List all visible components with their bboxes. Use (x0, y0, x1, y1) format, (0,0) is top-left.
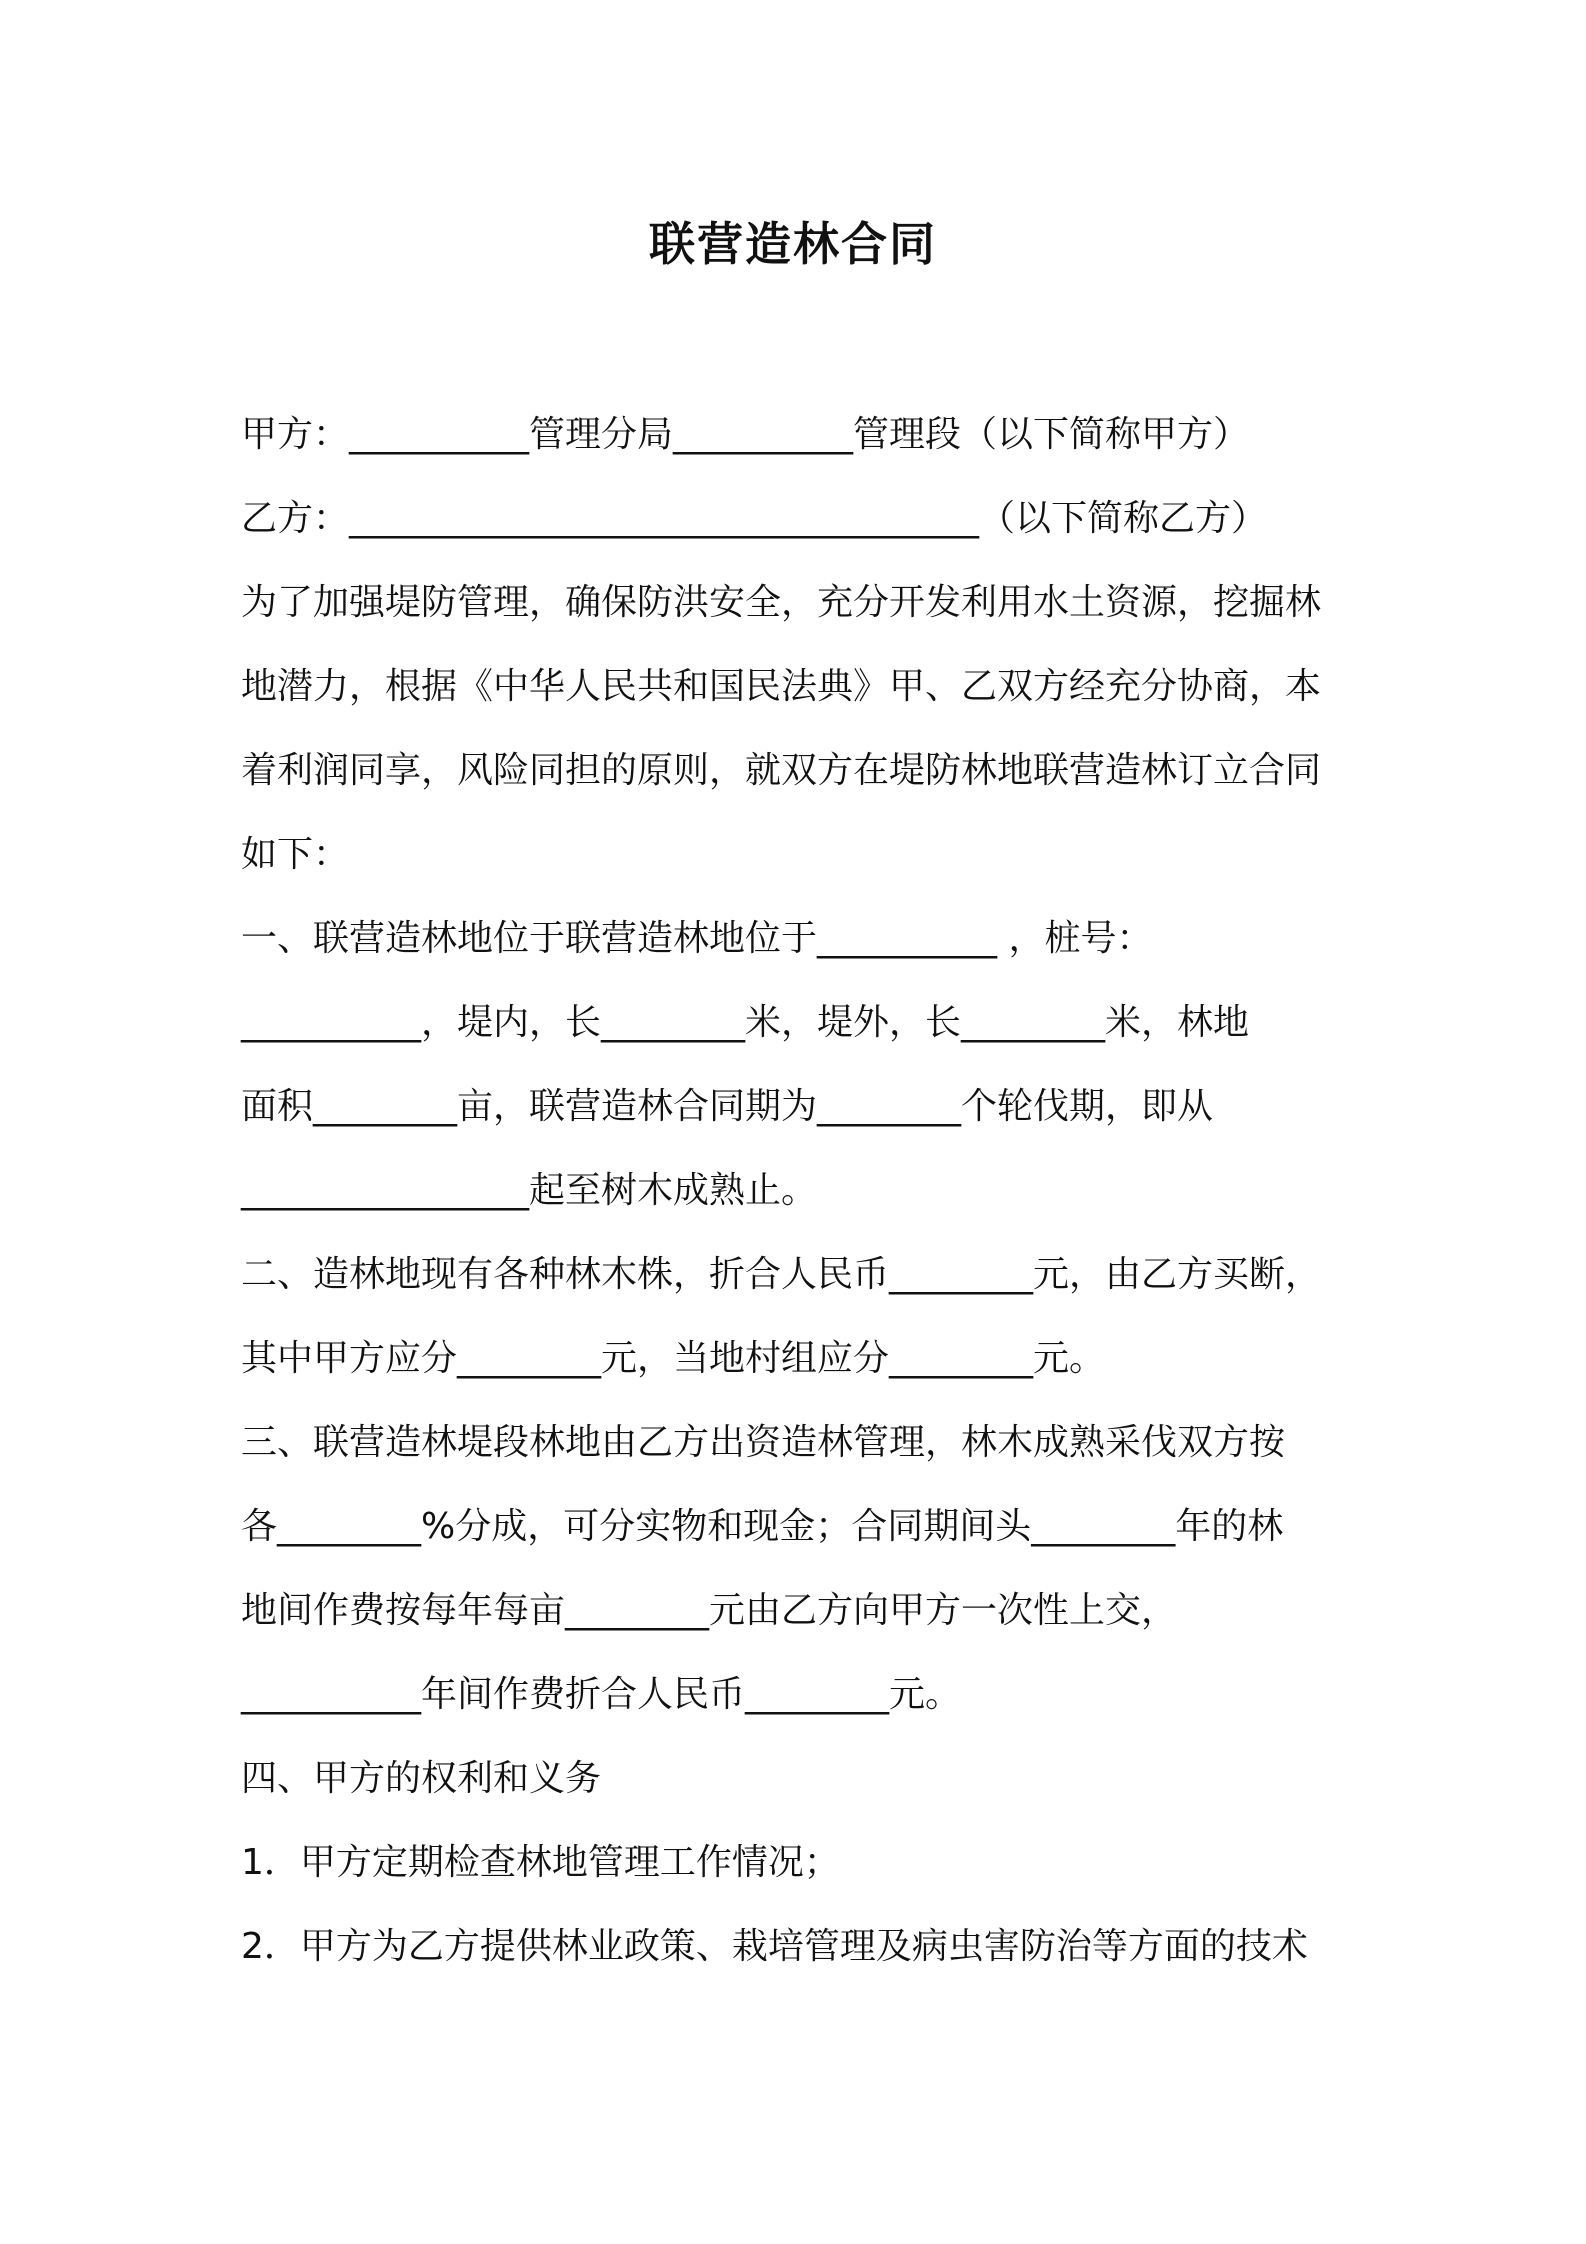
document-title: 联营造林合同 (649, 217, 937, 271)
clause-1-line-1: 一、联营造林地位于联营造林地位于__________ ，桩号： (241, 918, 1153, 959)
clause-4-item-2: 2．甲方为乙方提供林业政策、栽培管理及病虫害防治等方面的技术 (241, 1926, 1308, 1967)
preamble-line-2: 地潜力，根据《中华人民共和国民法典》甲、乙双方经充分协商，本 (241, 666, 1322, 707)
clause-1-line-2: __________，堤内，长________米，堤外，长________米，林地 (241, 1002, 1250, 1043)
clause-1-line-3: 面积________亩，联营造林合同期为________个轮伐期，即从 (241, 1086, 1214, 1127)
clause-3-line-4: __________年间作费折合人民币________元。 (241, 1674, 962, 1715)
preamble-line-1: 为了加强堤防管理，确保防洪安全，充分开发利用水土资源，挖掘林 (241, 582, 1322, 623)
party-a-line: 甲方：__________管理分局__________管理段（以下简称甲方） (241, 414, 1250, 455)
preamble-line-4: 如下： (241, 834, 350, 875)
clause-3-line-3: 地间作费按每年每亩________元由乙方向甲方一次性上交， (241, 1590, 1178, 1631)
clause-4-item-1: 1．甲方定期检查林地管理工作情况； (241, 1842, 840, 1883)
party-b-line: 乙方：___________________________________（以下简称乙方） (241, 498, 1268, 539)
clause-1-line-4: ________________起至树木成熟止。 (241, 1170, 818, 1211)
clause-4-heading: 四、甲方的权利和义务 (241, 1758, 602, 1799)
preamble-line-3: 着利润同享，风险同担的原则，就双方在堤防林地联营造林订立合同 (241, 750, 1322, 791)
clause-3-line-2: 各________%分成，可分实物和现金；合同期间头________年的林 (241, 1506, 1284, 1547)
clause-3-line-1: 三、联营造林堤段林地由乙方出资造林管理，林木成熟采伐双方按 (241, 1422, 1286, 1463)
clause-2-line-1: 二、造林地现有各种林木株，折合人民币________元，由乙方买断， (241, 1254, 1322, 1295)
clause-2-line-2: 其中甲方应分________元，当地村组应分________元。 (241, 1338, 1106, 1379)
